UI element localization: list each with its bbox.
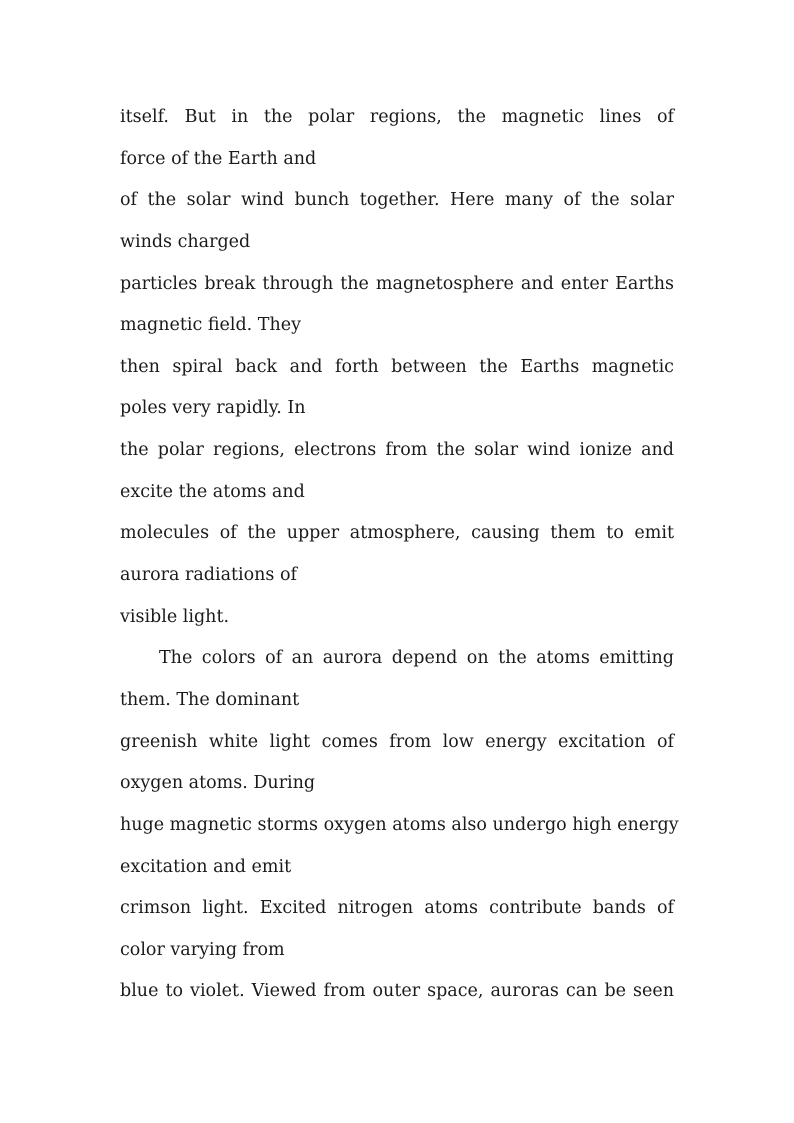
text-line: of the solar wind bunch together. Here many of the solar — [120, 190, 674, 211]
text-line: the polar regions, electrons from the solar wind ionize and — [120, 440, 674, 461]
text-line: excite the atoms and — [120, 481, 305, 502]
text-line: color varying from — [120, 939, 285, 960]
text-line: magnetic field. They — [120, 315, 301, 336]
text-line: them. The dominant — [120, 689, 300, 710]
text-line: aurora radiations of — [120, 565, 297, 586]
text-line: oxygen atoms. During — [120, 773, 316, 794]
text-line: greenish white light comes from low energy excitation of — [120, 731, 674, 752]
text-line: crimson light. Excited nitrogen atoms contribute bands of — [120, 898, 674, 919]
text-line: particles break through the magnetosphere and enter Earths — [120, 273, 674, 294]
text-line: blue to violet. Viewed from outer space, auroras can be seen — [120, 981, 674, 1002]
text-line: then spiral back and forth between the Earths magnetic — [120, 356, 674, 377]
text-line: force of the Earth and — [120, 148, 317, 169]
text-line: visible light. — [120, 606, 230, 627]
text-line: poles very rapidly. In — [120, 398, 306, 419]
text-line: winds charged — [120, 231, 251, 252]
text-line: molecules of the upper atmosphere, causing them to emit — [120, 523, 674, 544]
text-line: itself. But in the polar regions, the magnetic lines of — [120, 107, 674, 127]
text-line: huge magnetic storms oxygen atoms also undergo high energy — [120, 814, 679, 835]
body-text — [120, 97, 679, 1013]
text-line: excitation and emit — [120, 856, 292, 877]
paragraph-first-line: The colors of an aurora depend on the atoms emitting — [159, 648, 674, 669]
